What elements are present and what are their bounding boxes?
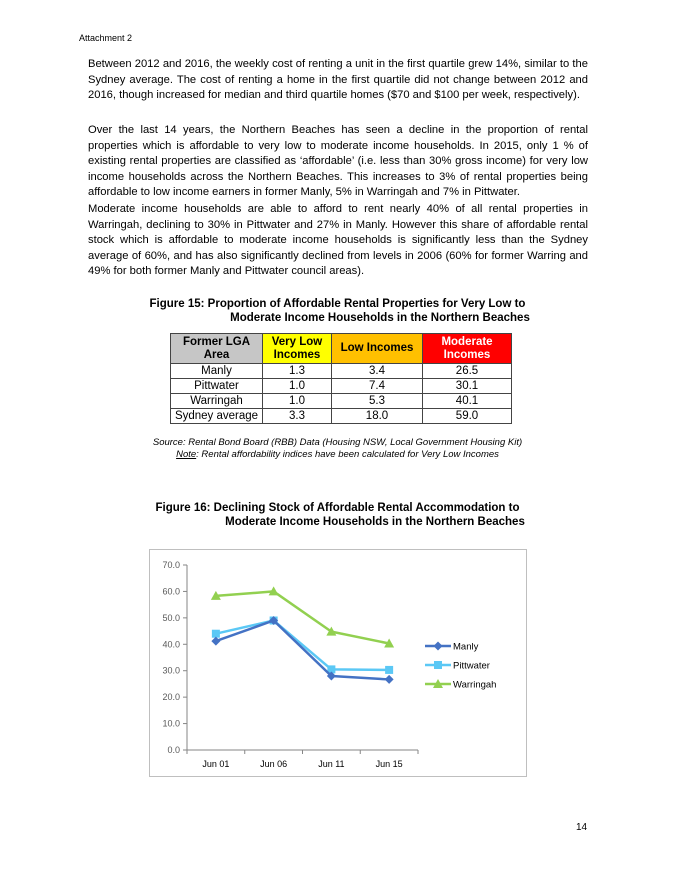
legend-marker-manly xyxy=(434,642,443,651)
table-cell: 1.3 xyxy=(263,364,332,379)
figure-15-title xyxy=(0,297,675,325)
table-cell: Warringah xyxy=(171,394,263,409)
legend-marker-pittwater xyxy=(434,661,442,669)
data-point-pittwater xyxy=(385,666,393,674)
header-low-incomes: Low Incomes xyxy=(332,334,423,364)
series-line-pittwater xyxy=(216,621,389,670)
table-cell: Sydney average xyxy=(171,409,263,424)
data-point-manly xyxy=(211,637,220,646)
table-cell: 7.4 xyxy=(332,379,423,394)
y-tick-label: 20.0 xyxy=(162,692,180,703)
figure-15-note xyxy=(0,449,675,461)
y-tick-label: 10.0 xyxy=(162,718,180,729)
legend-label-manly: Manly xyxy=(453,641,479,653)
affordable-stock-line-chart xyxy=(149,549,527,777)
x-tick-label: Jun 11 xyxy=(318,759,345,769)
paragraph-affordability-decline: Over the last 14 years, the Northern Beaches has seen a decline in the proportion of rental properties which is affordable to very low to moderate income households. In 2015, only 1 % of existing rental properties are classified as ‘affordable’ (i.e. less than 30% gross income) for very low income households across the Northern Beaches. This increases to 3% of rental properties being affordable to low income earners in former Manly, 5% in Warringah and 7% in Pittwater. xyxy=(88,124,588,199)
y-tick-label: 70.0 xyxy=(162,560,180,570)
table-row xyxy=(171,409,512,424)
figure-16-title-line1: Figure 16: Declining Stock of Affordable Rental Accommodation to xyxy=(155,502,520,514)
legend-label-warringah: Warringah xyxy=(453,679,497,691)
table-cell: 3.3 xyxy=(263,409,332,424)
table-row xyxy=(171,364,512,379)
table-cell: 5.3 xyxy=(332,394,423,409)
table-header-row xyxy=(171,334,512,364)
table-cell: 26.5 xyxy=(423,364,512,379)
legend-label-pittwater: Pittwater xyxy=(453,660,490,672)
note-label: Note xyxy=(176,449,197,460)
page-number: 14 xyxy=(576,822,588,833)
data-point-pittwater xyxy=(212,630,220,638)
figure-16-title xyxy=(0,501,675,529)
affordability-table xyxy=(170,333,512,424)
table-cell: 1.0 xyxy=(263,394,332,409)
x-tick-label: Jun 01 xyxy=(202,759,230,769)
chart-svg xyxy=(150,550,526,776)
table-cell: 1.0 xyxy=(263,379,332,394)
figure-16-title-line2: Moderate Income Households in the Northern Beaches xyxy=(225,516,525,528)
y-tick-label: 0.0 xyxy=(167,745,180,755)
figure-15-title-line1: Figure 15: Proportion of Affordable Rental Properties for Very Low to xyxy=(149,298,526,310)
y-tick-label: 30.0 xyxy=(162,665,180,676)
figure-15-title-line2: Moderate Income Households in the Northern Beaches xyxy=(230,312,530,324)
table-cell: 18.0 xyxy=(332,409,423,424)
x-tick-label: Jun 06 xyxy=(260,759,288,769)
table-cell: 59.0 xyxy=(423,409,512,424)
series-line-warringah xyxy=(216,591,389,643)
note-text: : Rental affordability indices have been calculated for Very Low Incomes xyxy=(196,449,499,460)
data-point-manly xyxy=(385,675,394,684)
table-cell: 30.1 xyxy=(423,379,512,394)
table-row xyxy=(171,394,512,409)
attachment-label: Attachment 2 xyxy=(79,33,133,43)
paragraph-moderate-income: Moderate income households are able to afford to rent nearly 40% of all rental properties in Warringah, declining to 30% in Pittwater and 27% in Manly. However this share of affordable rental stock which is affordable to moderate income households is significantly less than the Sydney average of 60%, and has also significantly declined from levels in 2006 (60% for former Warring and 49% for both former Manly and Pittwater council areas). xyxy=(88,203,588,278)
table-cell: Pittwater xyxy=(171,379,263,394)
y-tick-label: 50.0 xyxy=(162,612,180,623)
y-tick-label: 40.0 xyxy=(162,639,180,650)
header-very-low-incomes: Very Low Incomes xyxy=(263,334,332,364)
header-moderate-incomes: Moderate Incomes xyxy=(423,334,512,364)
x-tick-label: Jun 15 xyxy=(375,759,403,769)
table-cell: 3.4 xyxy=(332,364,423,379)
y-tick-label: 60.0 xyxy=(162,586,180,597)
paragraph-rent-cost: Between 2012 and 2016, the weekly cost of renting a unit in the first quartile grew 14%, similar to the Sydney average. The cost of renting a home in the first quartile did not change between 2012 and 2016, though increased for median and third quartile homes ($70 and $100 per week, respectively). xyxy=(88,58,588,102)
figure-15-source: Source: Rental Bond Board (RBB) Data (Housing NSW, Local Government Housing Kit) xyxy=(152,437,523,448)
table-row xyxy=(171,379,512,394)
table-cell: Manly xyxy=(171,364,263,379)
table-cell: 40.1 xyxy=(423,394,512,409)
header-lga-area: Former LGA Area xyxy=(171,334,263,364)
